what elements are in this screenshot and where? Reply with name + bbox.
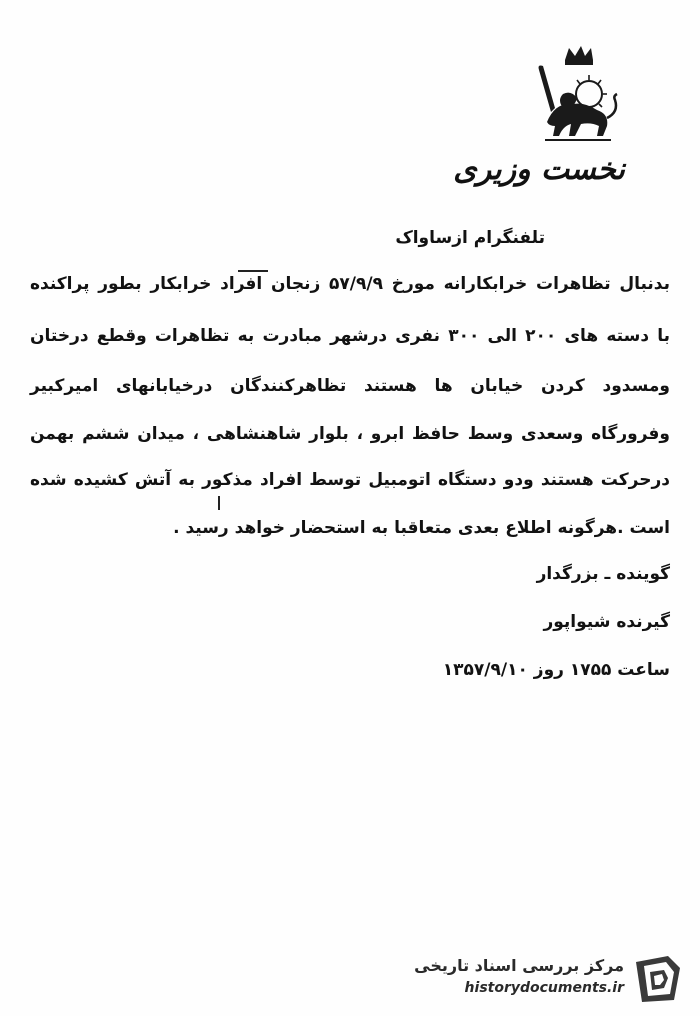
lion-and-sun-emblem-icon (525, 42, 625, 152)
time-line: ساعت ۱۷۵۵ روز ۱۳۵۷/۹/۱۰ (442, 660, 670, 680)
document-heading: تلفنگرام ازساواک (395, 228, 545, 248)
body-line-5: درحرکت هستند ودو دستگاه اتومبیل توسط افراد مذکور به آتش کشیده شده (30, 470, 670, 490)
body-line-1: بدنبال تظاهرات خرابکارانه مورخ ۵۷/۹/۹ زنجان افراد خرابکار بطور پراکنده (30, 274, 670, 294)
handwritten-underline (238, 270, 268, 272)
body-line-6: است .هرگونه اطلاع بعدی متعاقبا به استحضار خواهد رسید . (173, 518, 670, 538)
body-line-3: ومسدود کردن خیابان ها هستند تظاهرکنندگان درخیابانهای امیرکبیر (30, 376, 670, 396)
speaker-line: گوینده ـ بزرگدار (536, 564, 670, 584)
watermark-url: historydocuments.ir (464, 980, 624, 996)
body-line-4: وفرورگاه وسعدی وسط حافظ ابرو ، بلوار شاهنشاهی ، میدان ششم بهمن (30, 424, 670, 444)
watermark-title: مرکز بررسی اسناد تاریخی (414, 956, 624, 975)
watermark (414, 950, 690, 1008)
archive-logo-icon (630, 952, 686, 1006)
receiver-line: گیرنده شیواپور (543, 612, 670, 632)
handwritten-tick-mark (218, 496, 220, 510)
office-name: نخست وزیری (453, 152, 625, 187)
body-line-2: با دسته های ۲۰۰ الی ۳۰۰ نفری درشهر مبادرت به تظاهرات وقطع درختان (30, 326, 670, 346)
office-title (453, 152, 625, 202)
